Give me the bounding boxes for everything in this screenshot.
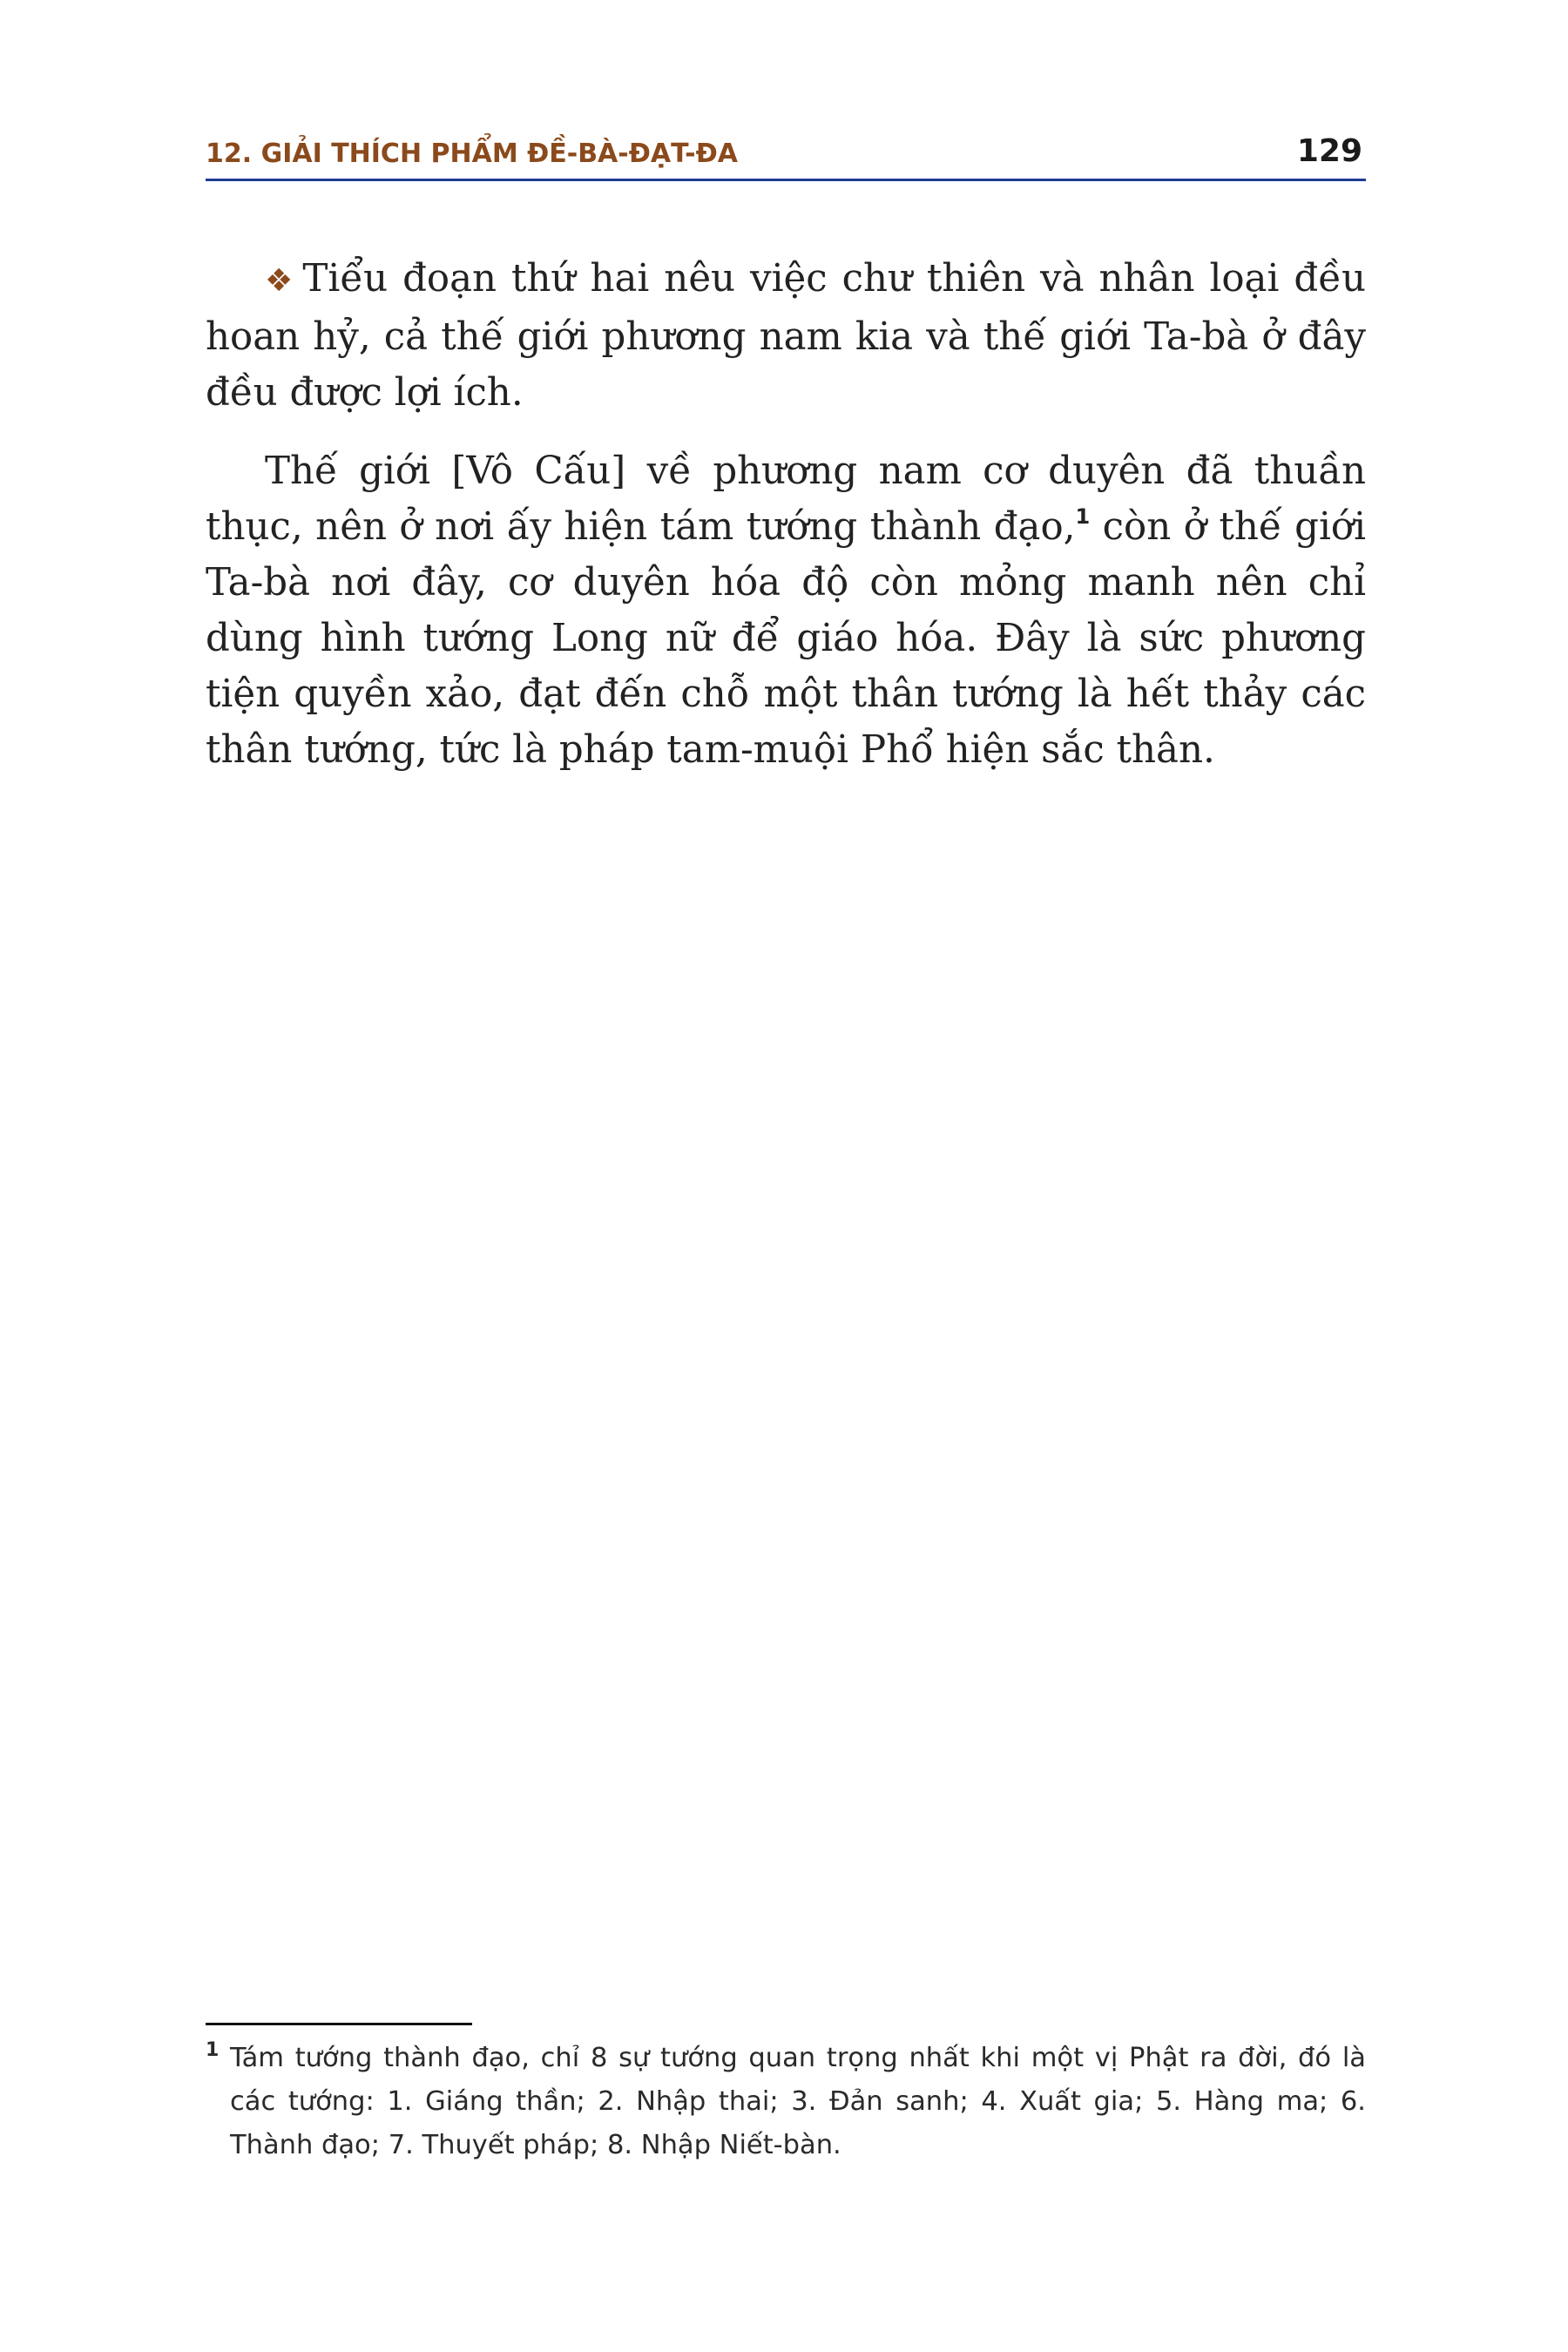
page-number: 129 [1296,133,1362,169]
paragraph-1 [206,251,1366,421]
paragraph-1-text: Tiểu đoạn thứ hai nêu việc chư thiên và nhân loại đều hoan hỷ, cả thế giới phương nam kia và thế giới Ta-bà ở đây đều được lợi ích. [206,257,1366,415]
header-rule [206,179,1366,181]
footnote-separator [206,2023,472,2025]
footnote: 1 Tám tướng thành đạo, chỉ 8 sự tướng quan trọng nhất khi một vị Phật ra đời, đó là các tướng: 1. Giáng thần; 2. Nhập thai; 3. Đản sanh; 4. Xuất gia; 5. Hàng ma; 6. Thành đạo; 7. Thuyết pháp; 8. Nhập Niết-bàn. [206,2039,1366,2160]
footnote-reference[interactable]: 1 [1075,504,1091,529]
paragraph-2-text-b: còn ở thế giới Ta-bà nơi đây, cơ duyên hóa độ còn mỏng manh nên chỉ dùng hình tướng Long nữ để giáo hóa. Đây là sức phương tiện quyền xảo, đạt đến chỗ một thân tướng là hết thảy các thân tướng, tức là pháp tam-muội Phổ hiện sắc thân. [206,505,1366,772]
paragraph-2-text-a: Thế giới [Vô Cấu] về phương nam cơ duyên đã thuần thục, nên ở nơi ấy hiện tám tướng thành đạo, [206,449,1366,549]
body-text [206,251,1366,801]
chapter-title: 12. GIẢI THÍCH PHẨM ĐỀ-BÀ-ĐẠT-ĐA [206,139,738,169]
footnote-text: Tám tướng thành đạo, chỉ 8 sự tướng quan trọng nhất khi một vị Phật ra đời, đó là các tướng: 1. Giáng thần; 2. Nhập thai; 3. Đản sanh; 4. Xuất gia; 5. Hàng ma; 6. Thành đạo; 7. Thuyết pháp; 8. Nhập Niết-bàn. [230,2043,1366,2160]
paragraph-2 [206,443,1366,778]
bullet-diamond-icon: ❖ [265,263,296,299]
page-header [206,122,1366,179]
